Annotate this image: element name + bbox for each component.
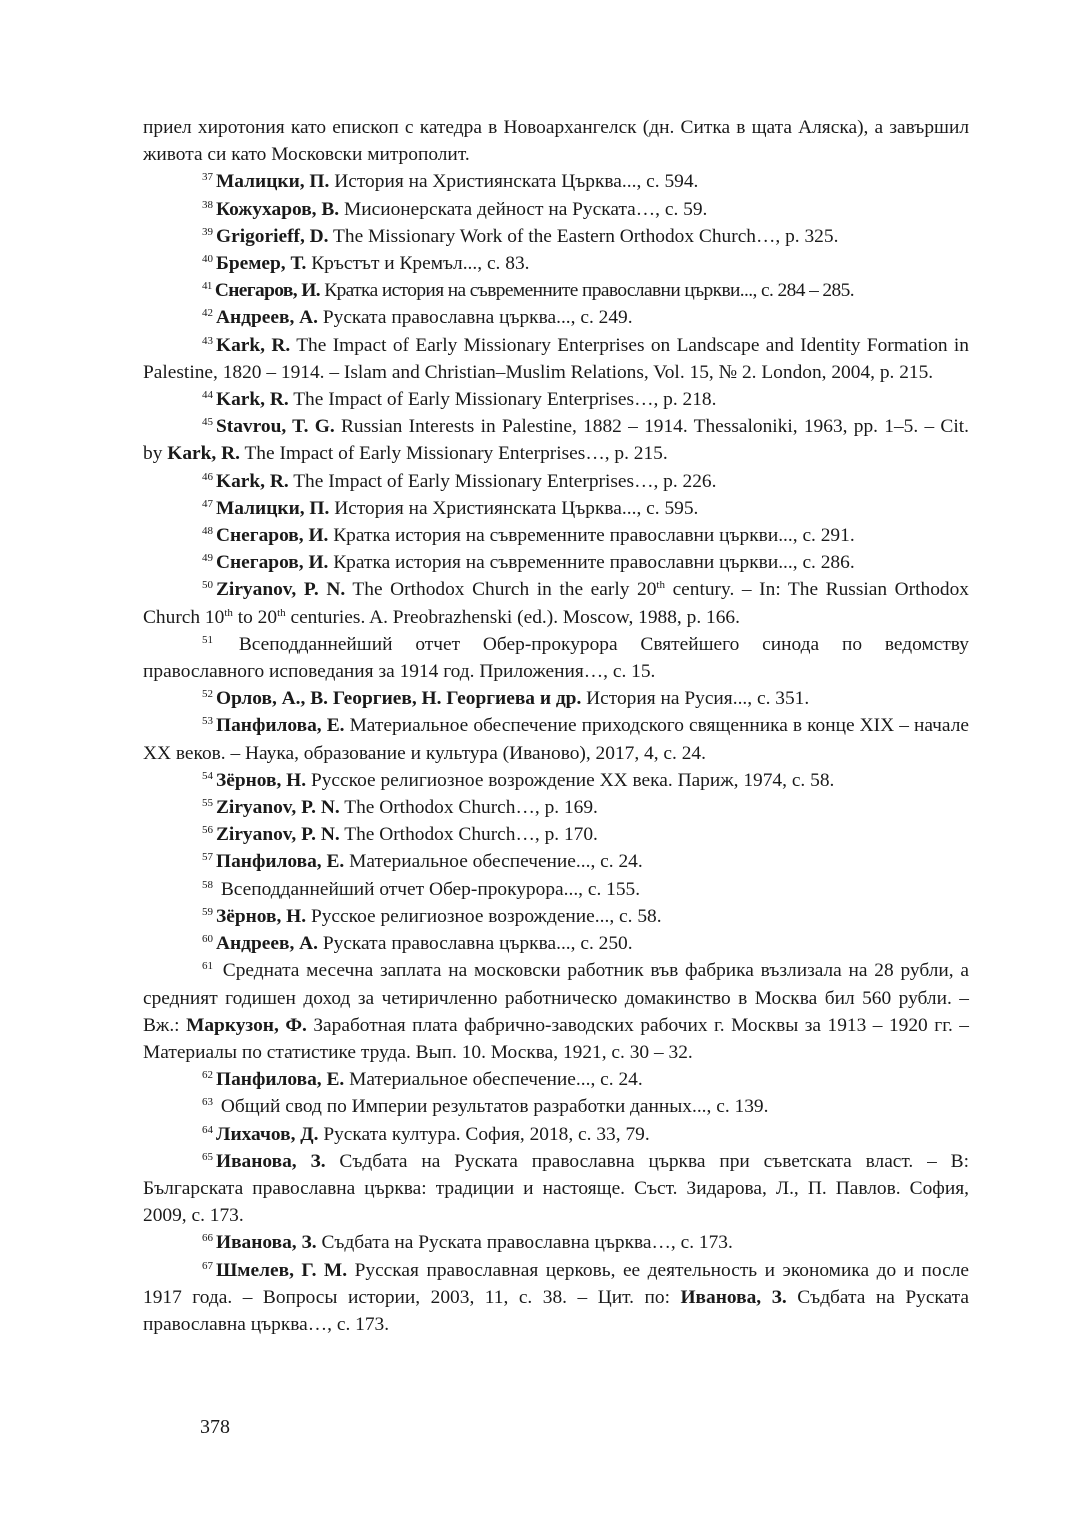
footnote-63: $^{63}$ Общий свод по Империи результатов разработки данных..., с. 139. xyxy=(202,1096,769,1118)
footnote-51: $^{51}$ Всеподданнейший отчет Обер-прокурора Святейшего синода по ведомству православного исповедания за 1914 год. Приложения…, с. 15. xyxy=(143,633,969,683)
footnote-55: $^{55}$ Ziryanov, P. N. The Orthodox Church…, p. 169. xyxy=(202,797,598,819)
footnote-62: $^{62}$ Панфилова, Е. Материальное обеспечение..., с. 24. xyxy=(202,1069,643,1091)
footnote-52: $^{52}$ Орлов, А., В. Георгиев, Н. Георгиева и др. История на Русия..., с. 351. xyxy=(202,688,810,710)
footnote-44: $^{44}$ Kark, R. The Impact of Early Missionary Enterprises…, p. 218. xyxy=(202,389,717,411)
footnote-54: $^{54}$ Зёрнов, Н. Русское религиозное возрождение XX века. Париж, 1974, с. 58. xyxy=(202,769,835,791)
footnote-48: $^{48}$ Снегаров, И. Кратка история на съвременните православни църкви..., с. 291. xyxy=(202,525,855,547)
footnote-56: $^{56}$ Ziryanov, P. N. The Orthodox Church…, p. 170. xyxy=(202,824,598,846)
footnote-65: $^{65}$ Иванова, З. Съдбата на Руската православна църква при съветската власт. – В: Българската православна църква: традиции и настояще. Съст. Зидарова, Л., П. Павлов. София, 2009, с. 173. xyxy=(143,1150,969,1227)
footnote-40: $^{40}$ Бремер, Т. Кръстът и Кремъл..., с. 83. xyxy=(202,253,530,275)
footnote-38: $^{38}$ Кожухаров, В. Мисионерската дейност на Руската…, с. 59. xyxy=(202,198,708,220)
intro-paragraph: приел хиротония като епископ с катедра в Новоархангелск (дн. Ситка в щата Аляска), а завършил живота си като Московски митрополит. xyxy=(143,117,969,166)
footnote-47: $^{47}$ Малицки, П. История на Християнската Църква..., с. 595. xyxy=(202,497,699,519)
footnote-60: $^{60}$ Андреев, А. Руската православна църква..., с. 250. xyxy=(202,933,633,955)
footnote-67: $^{67}$ Шмелев, Г. М. Русская православная церковь, ее деятельность и экономика до и после 1917 года. – Вопросы истории, 2003, 11, с. 38. – Цит. по: Иванова, З. Съдбата на Руската православна църква…, с. 173. xyxy=(143,1259,969,1335)
footnote-42: $^{42}$ Андреев, А. Руската православна църква..., с. 249. xyxy=(202,307,633,329)
footnote-61: $^{61}$ Средната месечна заплата на московски работник във фабрика възлизала на 28 рубли, а средният годишен доход за четиричленно работническо домакинство в Москва бил 560 рубли. – Вж.: Маркузон, Ф. Заработная плата фабрично-заводских рабочих г. Москвы за 1913 – 1920 гг. – Материалы по статистике труда. Вып. 10. Москва, 1921, с. 30 – 32. xyxy=(143,960,969,1063)
page-number: 378 xyxy=(200,1416,230,1438)
footnote-50: $^{50}$ Ziryanov, P. N. The Orthodox Church in the early 20th century. – In: The Russian Orthodox Church 10th to 20th centuries. A. Preobrazhenski (ed.). Moscow, 1988, p. 166. xyxy=(143,579,969,628)
footnote-46: $^{46}$ Kark, R. The Impact of Early Missionary Enterprises…, p. 226. xyxy=(202,470,717,492)
footnote-53: $^{53}$ Панфилова, Е. Материальное обеспечение приходского священника в конце XIX – начале XX веков. – Наука, образование и культура (Иваново), 2017, 4, с. 24. xyxy=(143,715,969,764)
footnote-45: $^{45}$ Stavrou, T. G. Russian Interests in Palestine, 1882 – 1914. Thessaloniki, 1963, pp. 1–5. – Cit. by Kark, R. The Impact of Early Missionary Enterprises…, p. 215. xyxy=(143,416,969,465)
footnote-66: $^{66}$ Иванова, З. Съдбата на Руската православна църква…, с. 173. xyxy=(202,1232,733,1254)
footnote-59: $^{59}$ Зёрнов, Н. Русское религиозное возрождение..., с. 58. xyxy=(202,905,662,927)
footnote-58: $^{58}$ Всеподданнейший отчет Обер-прокурора..., с. 155. xyxy=(202,878,641,900)
footnote-43: $^{43}$ Kark, R. The Impact of Early Missionary Enterprises on Landscape and Identity Formation in Palestine, 1820 – 1914. – Islam and Christian–Muslim Relations, Vol. 15, № 2. London, 2004, p. 215. xyxy=(143,334,969,383)
footnote-64: $^{64}$ Лихачов, Д. Руската култура. София, 2018, с. 33, 79. xyxy=(202,1123,650,1145)
footnote-49: $^{49}$ Снегаров, И. Кратка история на съвременните православни църкви..., с. 286. xyxy=(202,552,855,574)
footnote-37: $^{37}$ Малицки, П. История на Християнската Църква..., с. 594. xyxy=(202,171,699,193)
page-body xyxy=(143,114,969,1338)
footnote-57: $^{57}$ Панфилова, Е. Материальное обеспечение..., с. 24. xyxy=(202,851,643,873)
footnote-41: $^{41}$ Снегаров, И. Кратка история на съвременните православни църкви..., с. 284 – 285. xyxy=(202,280,854,302)
footnote-39: $^{39}$ Grigorieff, D. The Missionary Work of the Eastern Orthodox Church…, p. 325. xyxy=(202,225,839,247)
